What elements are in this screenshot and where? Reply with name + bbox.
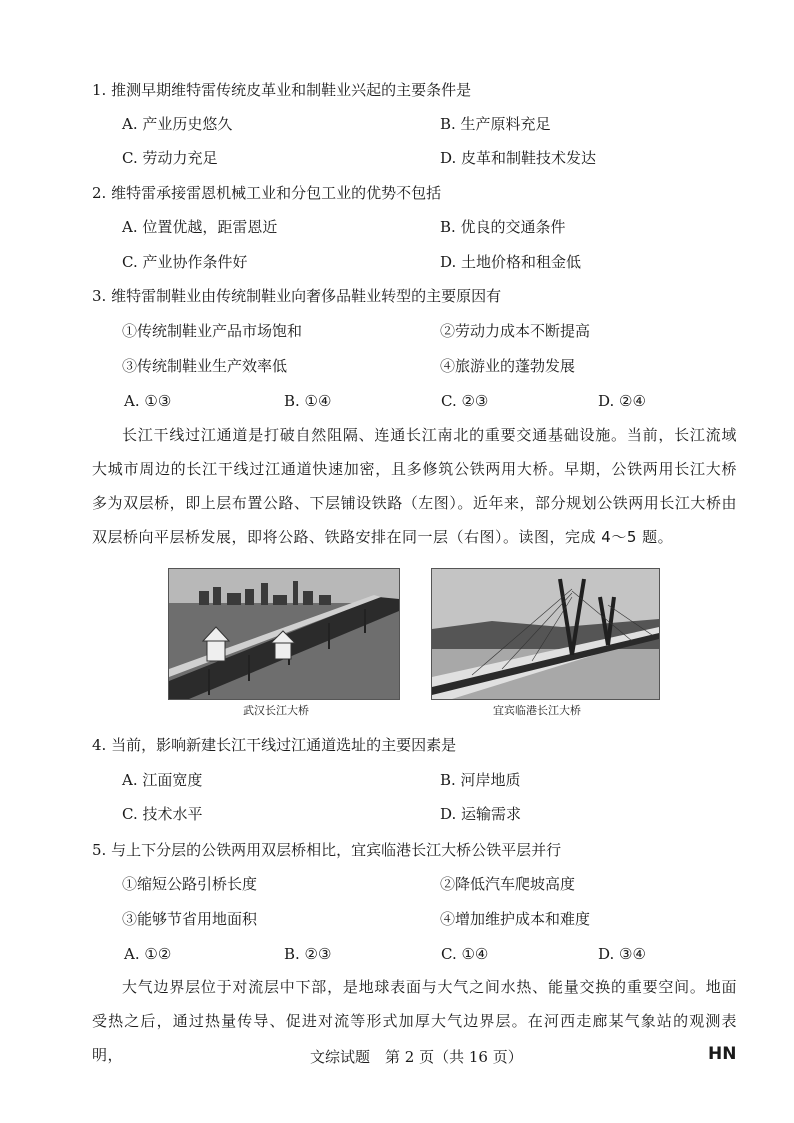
question-1-stem: 1. 推测早期维特雷传统皮革业和制鞋业兴起的主要条件是	[92, 81, 472, 99]
question-5-option-a: A. ①②	[124, 945, 172, 963]
question-2-option-a: A. 位置优越，距雷恩近	[122, 218, 278, 236]
question-2-stem: 2. 维特雷承接雷恩机械工业和分包工业的优势不包括	[92, 184, 442, 202]
question-3-option-b: B. ①④	[284, 392, 332, 410]
question-5-option-c: C. ①④	[441, 945, 489, 963]
question-4-option-d: D. 运输需求	[440, 805, 522, 823]
question-5-statement-2: ②降低汽车爬坡高度	[440, 875, 576, 893]
region-code: HN	[708, 1044, 737, 1064]
question-1-option-b: B. 生产原料充足	[440, 115, 551, 133]
question-5-statement-3: ③能够节省用地面积	[122, 910, 258, 928]
question-5-option-b: B. ②③	[284, 945, 332, 963]
question-2-option-d: D. 土地价格和租金低	[440, 253, 582, 271]
question-1-option-c: C. 劳动力充足	[122, 149, 218, 167]
question-4-option-b: B. 河岸地质	[440, 771, 521, 789]
passage-crossing-river: 长江干线过江通道是打破自然阻隔、连通长江南北的重要交通基础设施。当前，长江流域大城市周边的长江干线过江通道快速加密，且多修筑公铁两用大桥。早期，公铁两用长江大桥多为双层桥，即上层布置公路、下层铺设铁路（左图）。近年来，部分规划公铁两用长江大桥由双层桥向平层桥发展，即将公路、铁路安排在同一层（右图）。读图，完成 4～5 题。	[92, 426, 737, 546]
question-4-option-a: A. 江面宽度	[122, 771, 203, 789]
photo-yibin-bridge	[431, 568, 660, 700]
question-2-option-c: C. 产业协作条件好	[122, 253, 248, 271]
question-3-statement-3: ③传统制鞋业生产效率低	[122, 357, 288, 375]
question-3-option-c: C. ②③	[441, 392, 489, 410]
question-1-option-d: D. 皮革和制鞋技术发达	[440, 149, 597, 167]
question-5-option-d: D. ③④	[598, 945, 646, 963]
question-5-stem: 5. 与上下分层的公铁两用双层桥相比，宜宾临港长江大桥公铁平层并行	[92, 841, 562, 859]
question-5-statement-1: ①缩短公路引桥长度	[122, 875, 258, 893]
question-2-option-b: B. 优良的交通条件	[440, 218, 566, 236]
question-5-statement-4: ④增加维护成本和难度	[440, 910, 591, 928]
passage-boundary-layer: 大气边界层位于对流层中下部，是地球表面与大气之间水热、能量交换的重要空间。地面受热之后，通过热量传导、促进对流等形式加厚大气边界层。在河西走廊某气象站的观测表明，	[92, 978, 737, 1064]
caption-wuhan-bridge: 武汉长江大桥	[243, 704, 309, 717]
question-3-statement-1: ①传统制鞋业产品市场饱和	[122, 322, 303, 340]
question-3-stem: 3. 维特雷制鞋业由传统制鞋业向奢侈品鞋业转型的主要原因有	[92, 287, 502, 305]
caption-yibin-bridge: 宜宾临港长江大桥	[493, 704, 581, 717]
question-3-option-d: D. ②④	[598, 392, 646, 410]
question-3-statement-4: ④旅游业的蓬勃发展	[440, 357, 576, 375]
question-4-option-c: C. 技术水平	[122, 805, 203, 823]
photo-wuhan-bridge	[168, 568, 400, 700]
page-footer: 文综试题 第 2 页（共 16 页）	[310, 1048, 523, 1066]
question-3-option-a: A. ①③	[124, 392, 172, 410]
question-4-stem: 4. 当前，影响新建长江干线过江通道选址的主要因素是	[92, 736, 457, 754]
question-1-option-a: A. 产业历史悠久	[122, 115, 233, 133]
question-3-statement-2: ②劳动力成本不断提高	[440, 322, 591, 340]
